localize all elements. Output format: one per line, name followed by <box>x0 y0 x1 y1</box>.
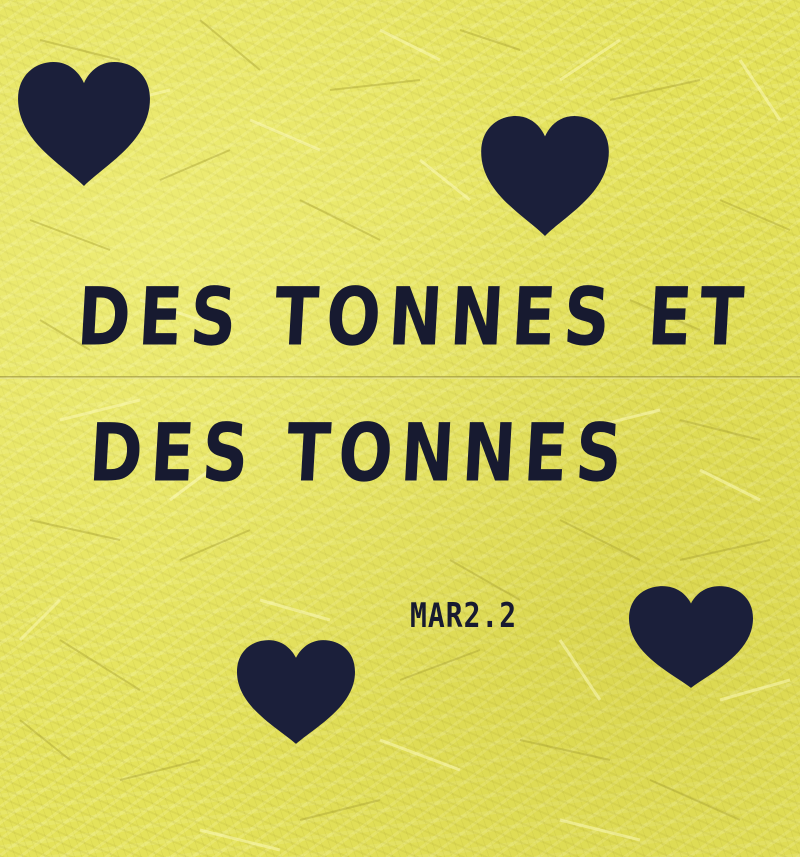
heart-icon <box>18 62 150 186</box>
board-seam <box>0 376 800 379</box>
heart-icon <box>237 640 355 744</box>
heart-icon <box>629 586 753 688</box>
artist-signature: MAR2.2 <box>410 596 518 636</box>
graffiti-line-1: DES TONNES ET <box>74 272 754 365</box>
heart-icon <box>481 116 609 236</box>
graffiti-line-2: DES TONNES <box>86 408 633 501</box>
